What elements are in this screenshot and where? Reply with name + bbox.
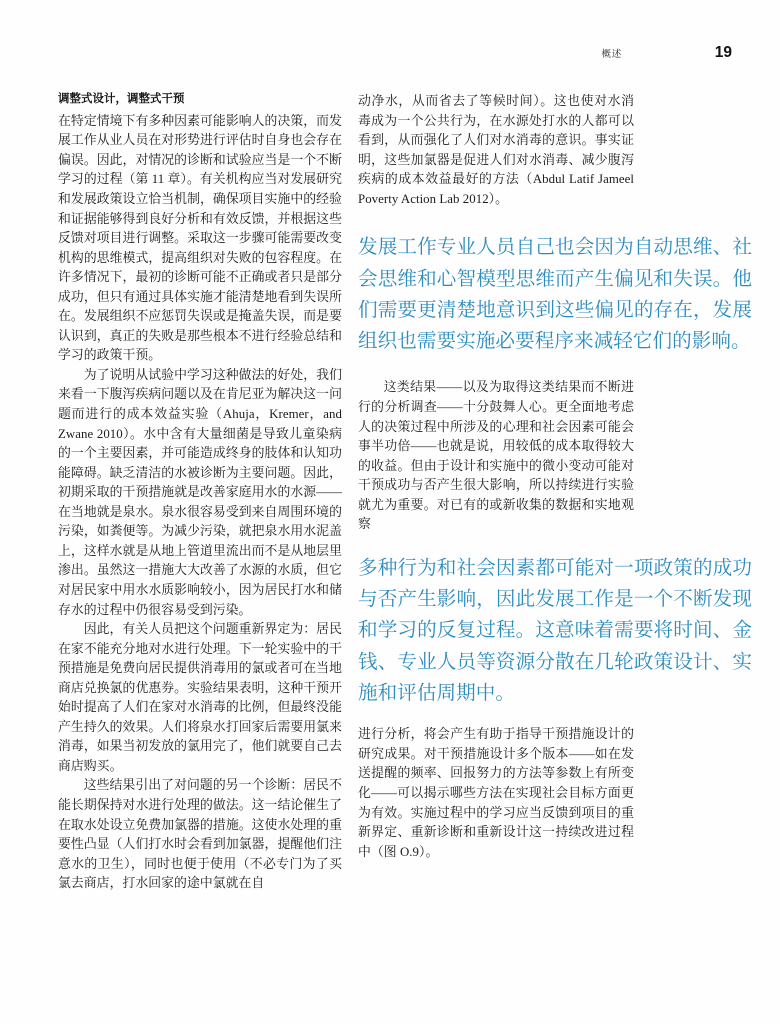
paragraph: 为了说明从试验中学习这种做法的好处，我们来看一下腹泻疾病问题以及在肯尼亚为解决这一问题而进行的成本效益实验（Ahuja，Kremer，and Zwane 2010）。水中含有大量细菌是导致儿童染病的一个主要因素，并可能造成终身的肢体和认知功能障碍。缺乏清洁的水被诊断为主要问题。因此，初期采取的干预措施就是改善家庭用水的水源——在当地就是泉水。泉水很容易受到来自周围环境的污染，如粪便等。为减少污染，就把泉水用水泥盖上，这样水就是从地上管道里流出而不是从地层里渗出。虽然这一措施大大改善了水源的水质，但它对居民家中用水水质影响较小，因为居民打水和储存水的过程中仍很容易受到污染。 (58, 367, 342, 617)
spacer (358, 209, 752, 231)
left-column (58, 92, 342, 894)
paragraph: 这类结果——以及为取得这类结果而不断进行的分析调查——十分鼓舞人心。更全面地考虑人的决策过程中所涉及的心理和社会因素可能会事半功倍——也就是说，用较低的成本取得较大的收益。但由于设计和实施中的微小变动可能对干预成功与否产生很大影响，所以持续进行实验就尤为重要。对已有的或新收集的数据和实地观察 (358, 380, 634, 532)
section-heading: 调整式设计，调整式干预 (58, 93, 185, 105)
right-column (358, 92, 752, 862)
paragraph: 进行分析，将会产生有助于指导干预措施设计的研究成果。对干预措施设计多个版本——如在发送提醒的频率、回报努力的方法等参数上有所变化——可以揭示哪些方法在实现社会目标方面更为有效。实施过程中的学习应当反馈到项目的重新界定、重新诊断和重新设计这一持续改进过程中（图 O.9）。 (358, 727, 634, 859)
spacer (358, 535, 752, 552)
paragraph: 动净水，从而省去了等候时间）。这也使对水消毒成为一个公共行为，在水源处打水的人都可以看到，从而强化了人们对水消毒的意识。事实证明，这些加氯器是促进人们对水消毒、减少腹泻疾病的成本效益最好的方法（Abdul Latif Jameel Poverty Action Lab 2012）。 (358, 94, 634, 206)
pull-quote: 发展工作专业人员自己也会因为自动思维、社会思维和心智模型思维而产生偏见和失误。他们需要更清楚地意识到这些偏见的存在，发展组织也需要实施必要程序来减轻它们的影响。 (358, 235, 752, 353)
spacer (358, 708, 752, 725)
pull-quote: 多种行为和社会因素都可能对一项政策的成功与否产生影响，因此发展工作是一个不断发现和学习的反复过程。这意味着需要将时间、金钱、专业人员等资源分散在几轮政策设计、实施和评估周期中。 (358, 555, 752, 705)
page-number: 19 (714, 44, 732, 61)
running-head (58, 44, 732, 64)
paragraph: 在特定情境下有多种因素可能影响人的决策，而发展工作从业人员在对形势进行评估时自身也会存在偏误。因此，对情况的诊断和试验应当是一个不断学习的过程（第 11 章）。有关机构应当对发展研究和发展政策设立恰当机制，确保项目实施中的经验和证据能够得到良好分析和有效反馈，并根据这些反馈对项目进行调整。采取这一步骤可能需要改变机构的思维模式，提高组织对失败的包容程度。在许多情况下，最初的诊断可能不正确或者只是部分成功，但只有通过具体实施才能清楚地看到失误所在。发展组织不应惩罚失误或是掩盖失误，而是要认识到，真正的失败是那些根本不进行经验总结和学习的政策干预。 (58, 113, 342, 363)
paragraph: 这些结果引出了对问题的另一个诊断：居民不能长期保持对水进行处理的做法。这一结论催生了在取水处设立免费加氯器的措施。这使水处理的重要性凸显（人们打水时会看到加氯器，提醒他们注意水的卫生），同时也便于使用（不必专门为了买氯去商店，打水回家的途中氯就在自 (58, 778, 342, 891)
spacer (358, 356, 752, 378)
paragraph: 因此，有关人员把这个问题重新界定为：居民在家不能充分地对水进行处理。下一轮实验中的干预措施是免费向居民提供消毒用的氯或者可在当地商店兑换氯的优惠券。实验结果表明，这种干预开始时提高了人们在家对水消毒的比例，但最终没能产生持久的效果。人们将泉水打回家后需要用氯来消毒，如果当初发放的氯用完了，他们就要自己去商店购买。 (58, 622, 342, 773)
running-head-title: 概述 (601, 49, 622, 60)
